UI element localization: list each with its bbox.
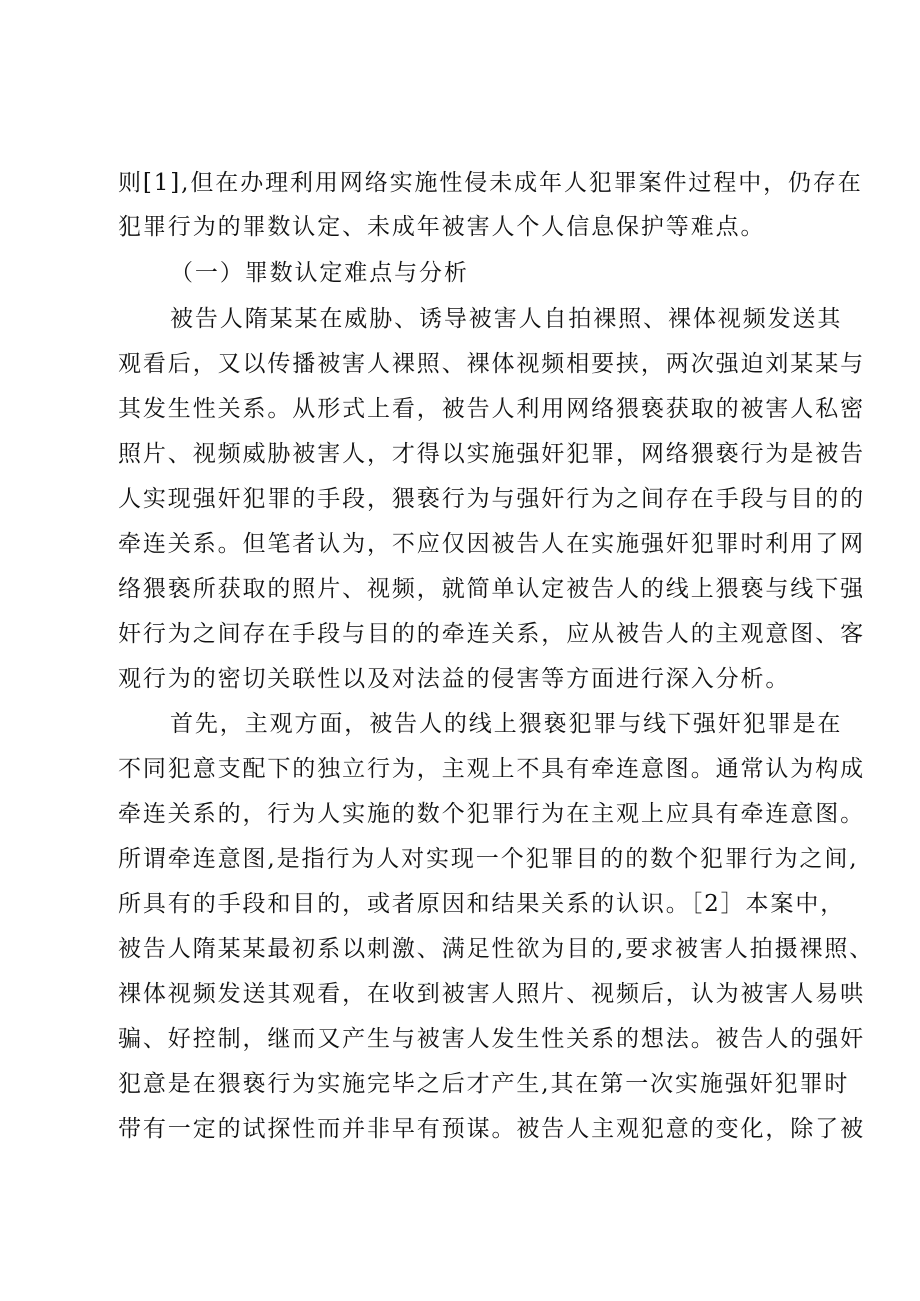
text-line: 人实现强奸犯罪的手段，猥亵行为与强奸行为之间存在手段与目的的 <box>118 486 865 512</box>
text-line: 被告人隋某某最初系以刺激、满足性欲为目的,要求被害人拍摄裸照、 <box>118 936 875 962</box>
text-line: 其发生性关系。从形式上看，被告人利用网络猥亵获取的被害人私密 <box>118 396 865 422</box>
text-line: 奸行为之间存在手段与目的的牵连关系，应从被告人的主观意图、客 <box>118 621 865 647</box>
section-heading: （一）罪数认定难点与分析 <box>170 260 469 286</box>
text-line: 牵连关系的，行为人实施的数个犯罪行为在主观上应具有牵连意图。 <box>118 801 865 827</box>
text-line: 照片、视频威胁被害人，才得以实施强奸犯罪，网络猥亵行为是被告 <box>118 441 865 467</box>
text-line: 带有一定的试探性而并非早有预谋。被告人主观犯意的变化，除了被 <box>118 1116 865 1142</box>
text-line: 首先，主观方面，被告人的线上猥亵犯罪与线下强奸犯罪是在 <box>170 711 843 737</box>
text-line: 不同犯意支配下的独立行为，主观上不具有牵连意图。通常认为构成 <box>118 756 865 782</box>
text-line: 裸体视频发送其观看，在收到被害人照片、视频后，认为被害人易哄 <box>118 981 865 1007</box>
text-line: 被告人隋某某在威胁、诱导被害人自拍裸照、裸体视频发送其 <box>170 306 843 332</box>
text-line: 络猥亵所获取的照片、视频，就简单认定被告人的线上猥亵与线下强 <box>118 576 865 602</box>
text-line: 犯意是在猥亵行为实施完毕之后才产生,其在第一次实施强奸犯罪时 <box>118 1071 850 1097</box>
text-line: 所具有的手段和目的，或者原因和结果关系的认识。［2］本案中， <box>118 891 846 917</box>
text-line: 观行为的密切关联性以及对法益的侵害等方面进行深入分析。 <box>118 666 791 692</box>
text-line: 骗、好控制，继而又产生与被害人发生性关系的想法。被告人的强奸 <box>118 1026 865 1052</box>
text-line: 则[1],但在办理利用网络实施性侵未成年人犯罪案件过程中，仍存在 <box>118 170 863 196</box>
text-line: 所谓牵连意图,是指行为人对实现一个犯罪目的的数个犯罪行为之间, <box>118 846 859 872</box>
text-line: 观看后，又以传播被害人裸照、裸体视频相要挟，两次强迫刘某某与 <box>118 351 865 377</box>
text-line: 犯罪行为的罪数认定、未成年被害人个人信息保护等难点。 <box>118 214 766 240</box>
text-line: 牵连关系。但笔者认为，不应仅因被告人在实施强奸犯罪时利用了网 <box>118 531 865 557</box>
